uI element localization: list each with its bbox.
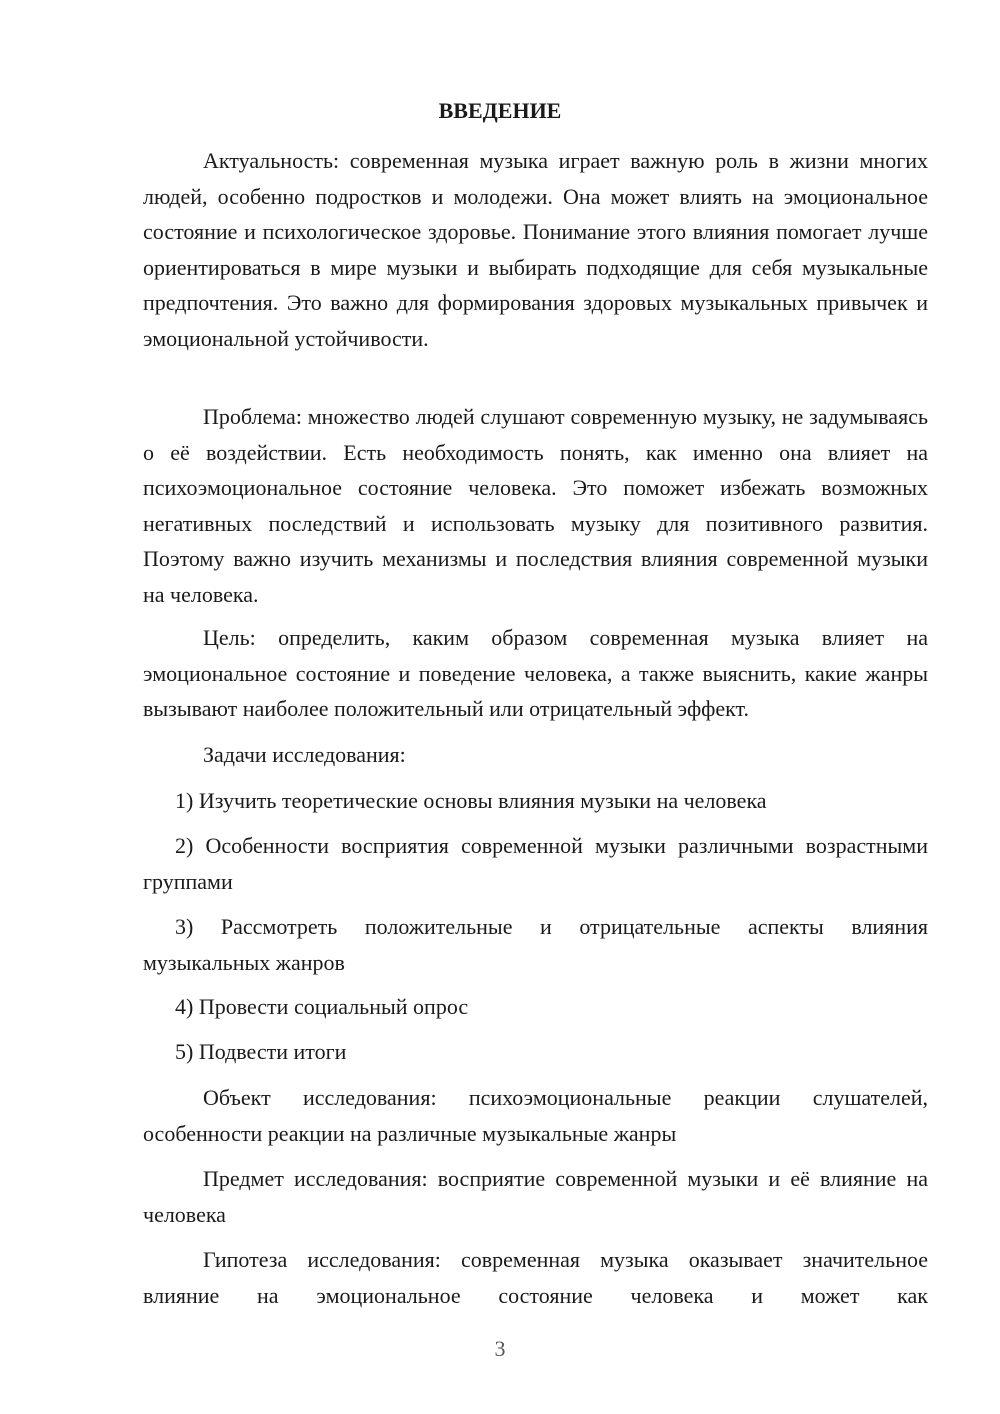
page-title: ВВЕДЕНИЕ: [438, 98, 562, 123]
task-item-1: 1) Изучить теоретические основы влияния музыки на человека: [175, 788, 767, 813]
page-number: 3: [494, 1336, 506, 1361]
paragraph-goal: Цель: определить, каким образом современная музыка влияет на эмоциональное состояние и поведение человека, а также выяснить, какие жанры вызывают наиболее положительный или отрицательный эффект.: [143, 625, 928, 721]
task-item-5: 5) Подвести итоги: [175, 1039, 347, 1064]
task-item-2: 2) Особенности восприятия современной музыки различными возрастными группами: [143, 833, 928, 894]
paragraph-hypothesis: Гипотеза исследования: современная музыка оказывает значительное влияние на эмоциональное состояние человека и может как: [143, 1247, 928, 1308]
paragraph-subject: Предмет исследования: восприятие современной музыки и её влияние на человека: [143, 1166, 928, 1227]
paragraph-object: Объект исследования: психоэмоциональные реакции слушателей, особенности реакции на различные музыкальные жанры: [143, 1085, 928, 1146]
task-item-4: 4) Провести социальный опрос: [175, 994, 469, 1019]
paragraph-problem: Проблема: множество людей слушают современную музыку, не задумываясь о её воздействии. Есть необходимость понять, как именно она влияет на психоэмоциональное состояние человека. Это поможет избежать возможных негативных последствий и использовать музыку для позитивного развития. Поэтому важно изучить механизмы и последствия влияния современной музыки на человека.: [143, 404, 928, 607]
paragraph-relevance: Актуальность: современная музыка играет важную роль в жизни многих людей, особенно подростков и молодежи. Она может влиять на эмоциональное состояние и психологическое здоровье. Понимание этого влияния помогает лучше ориентироваться в мире музыки и выбирать подходящие для себя музыкальные предпочтения. Это важно для формирования здоровых музыкальных привычек и эмоциональной устойчивости.: [143, 148, 928, 351]
task-item-3: 3) Рассмотреть положительные и отрицательные аспекты влияния музыкальных жанров: [143, 914, 928, 975]
tasks-heading: Задачи исследования:: [203, 742, 406, 767]
